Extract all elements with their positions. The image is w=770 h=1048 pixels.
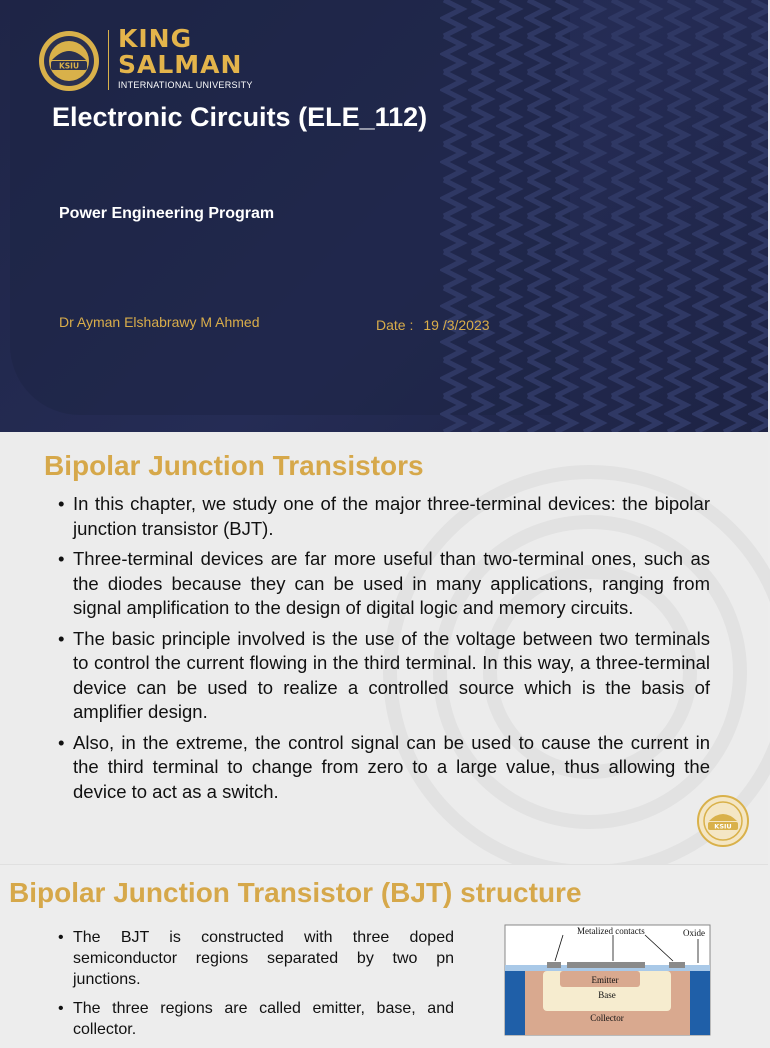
bullet-list [58, 492, 710, 810]
label-emitter: Emitter [591, 975, 619, 985]
logo-king-text: KING [118, 24, 193, 53]
svg-text:KSIU: KSIU [58, 61, 80, 71]
ksiu-badge-logo [697, 795, 749, 847]
label-metalized-contacts: Metalized contacts [577, 926, 645, 936]
ksiu-seal-logo [38, 30, 100, 92]
label-collector: Collector [590, 1013, 624, 1023]
zigzag-pattern [440, 0, 768, 432]
date-label: Date : [376, 317, 414, 333]
label-oxide: Oxide [683, 928, 705, 938]
program-name: Power Engineering Program [59, 205, 275, 222]
bullet-list [58, 927, 454, 1048]
logo-divider [108, 30, 109, 90]
bullet-item: • The basic principle involved is the use of the voltage between two terminals to control the current flowing in the third terminal. In this way, a three-terminal device can be used to realize a controlled source which is the basis of amplifier design. [58, 627, 710, 725]
logo-university-text: INTERNATIONAL UNIVERSITY [118, 80, 253, 90]
author-name: Dr Ayman Elshabrawy M Ahmed [59, 314, 260, 330]
slide-title: Bipolar Junction Transistors [44, 450, 424, 481]
bullet-item: • The three regions are called emitter, base, and collector. [58, 998, 454, 1040]
date-line [376, 317, 490, 333]
course-title: Electronic Circuits (ELE_112) [52, 102, 428, 132]
bullet-item: • In this chapter, we study one of the major three-terminal devices: the bipolar junction transistor (BJT). [58, 492, 710, 541]
bullet-item: • Three-terminal devices are far more useful than two-terminal ones, such as the diodes because they can be used in many applications, ranging from signal amplification to the design of digital logic and memory circuits. [58, 547, 710, 621]
title-slide [0, 0, 768, 432]
badge-text: KSIU [714, 822, 732, 831]
logo-salman-text: SALMAN [118, 50, 243, 79]
label-base: Base [598, 990, 616, 1000]
slide-bjt-intro [0, 432, 768, 864]
bjt-structure-diagram [505, 925, 710, 1035]
date-value: 19 /3/2023 [423, 317, 490, 333]
bullet-item: • The BJT is constructed with three doped semiconductor regions separated by two pn junctions. [58, 927, 454, 990]
slide-title: Bipolar Junction Transistor (BJT) structure [9, 877, 582, 908]
bullet-item: • Also, in the extreme, the control signal can be used to cause the current in the third terminal to change from zero to a large value, thus allowing the device to act as a switch. [58, 731, 710, 805]
slide-bjt-structure [0, 864, 768, 1038]
